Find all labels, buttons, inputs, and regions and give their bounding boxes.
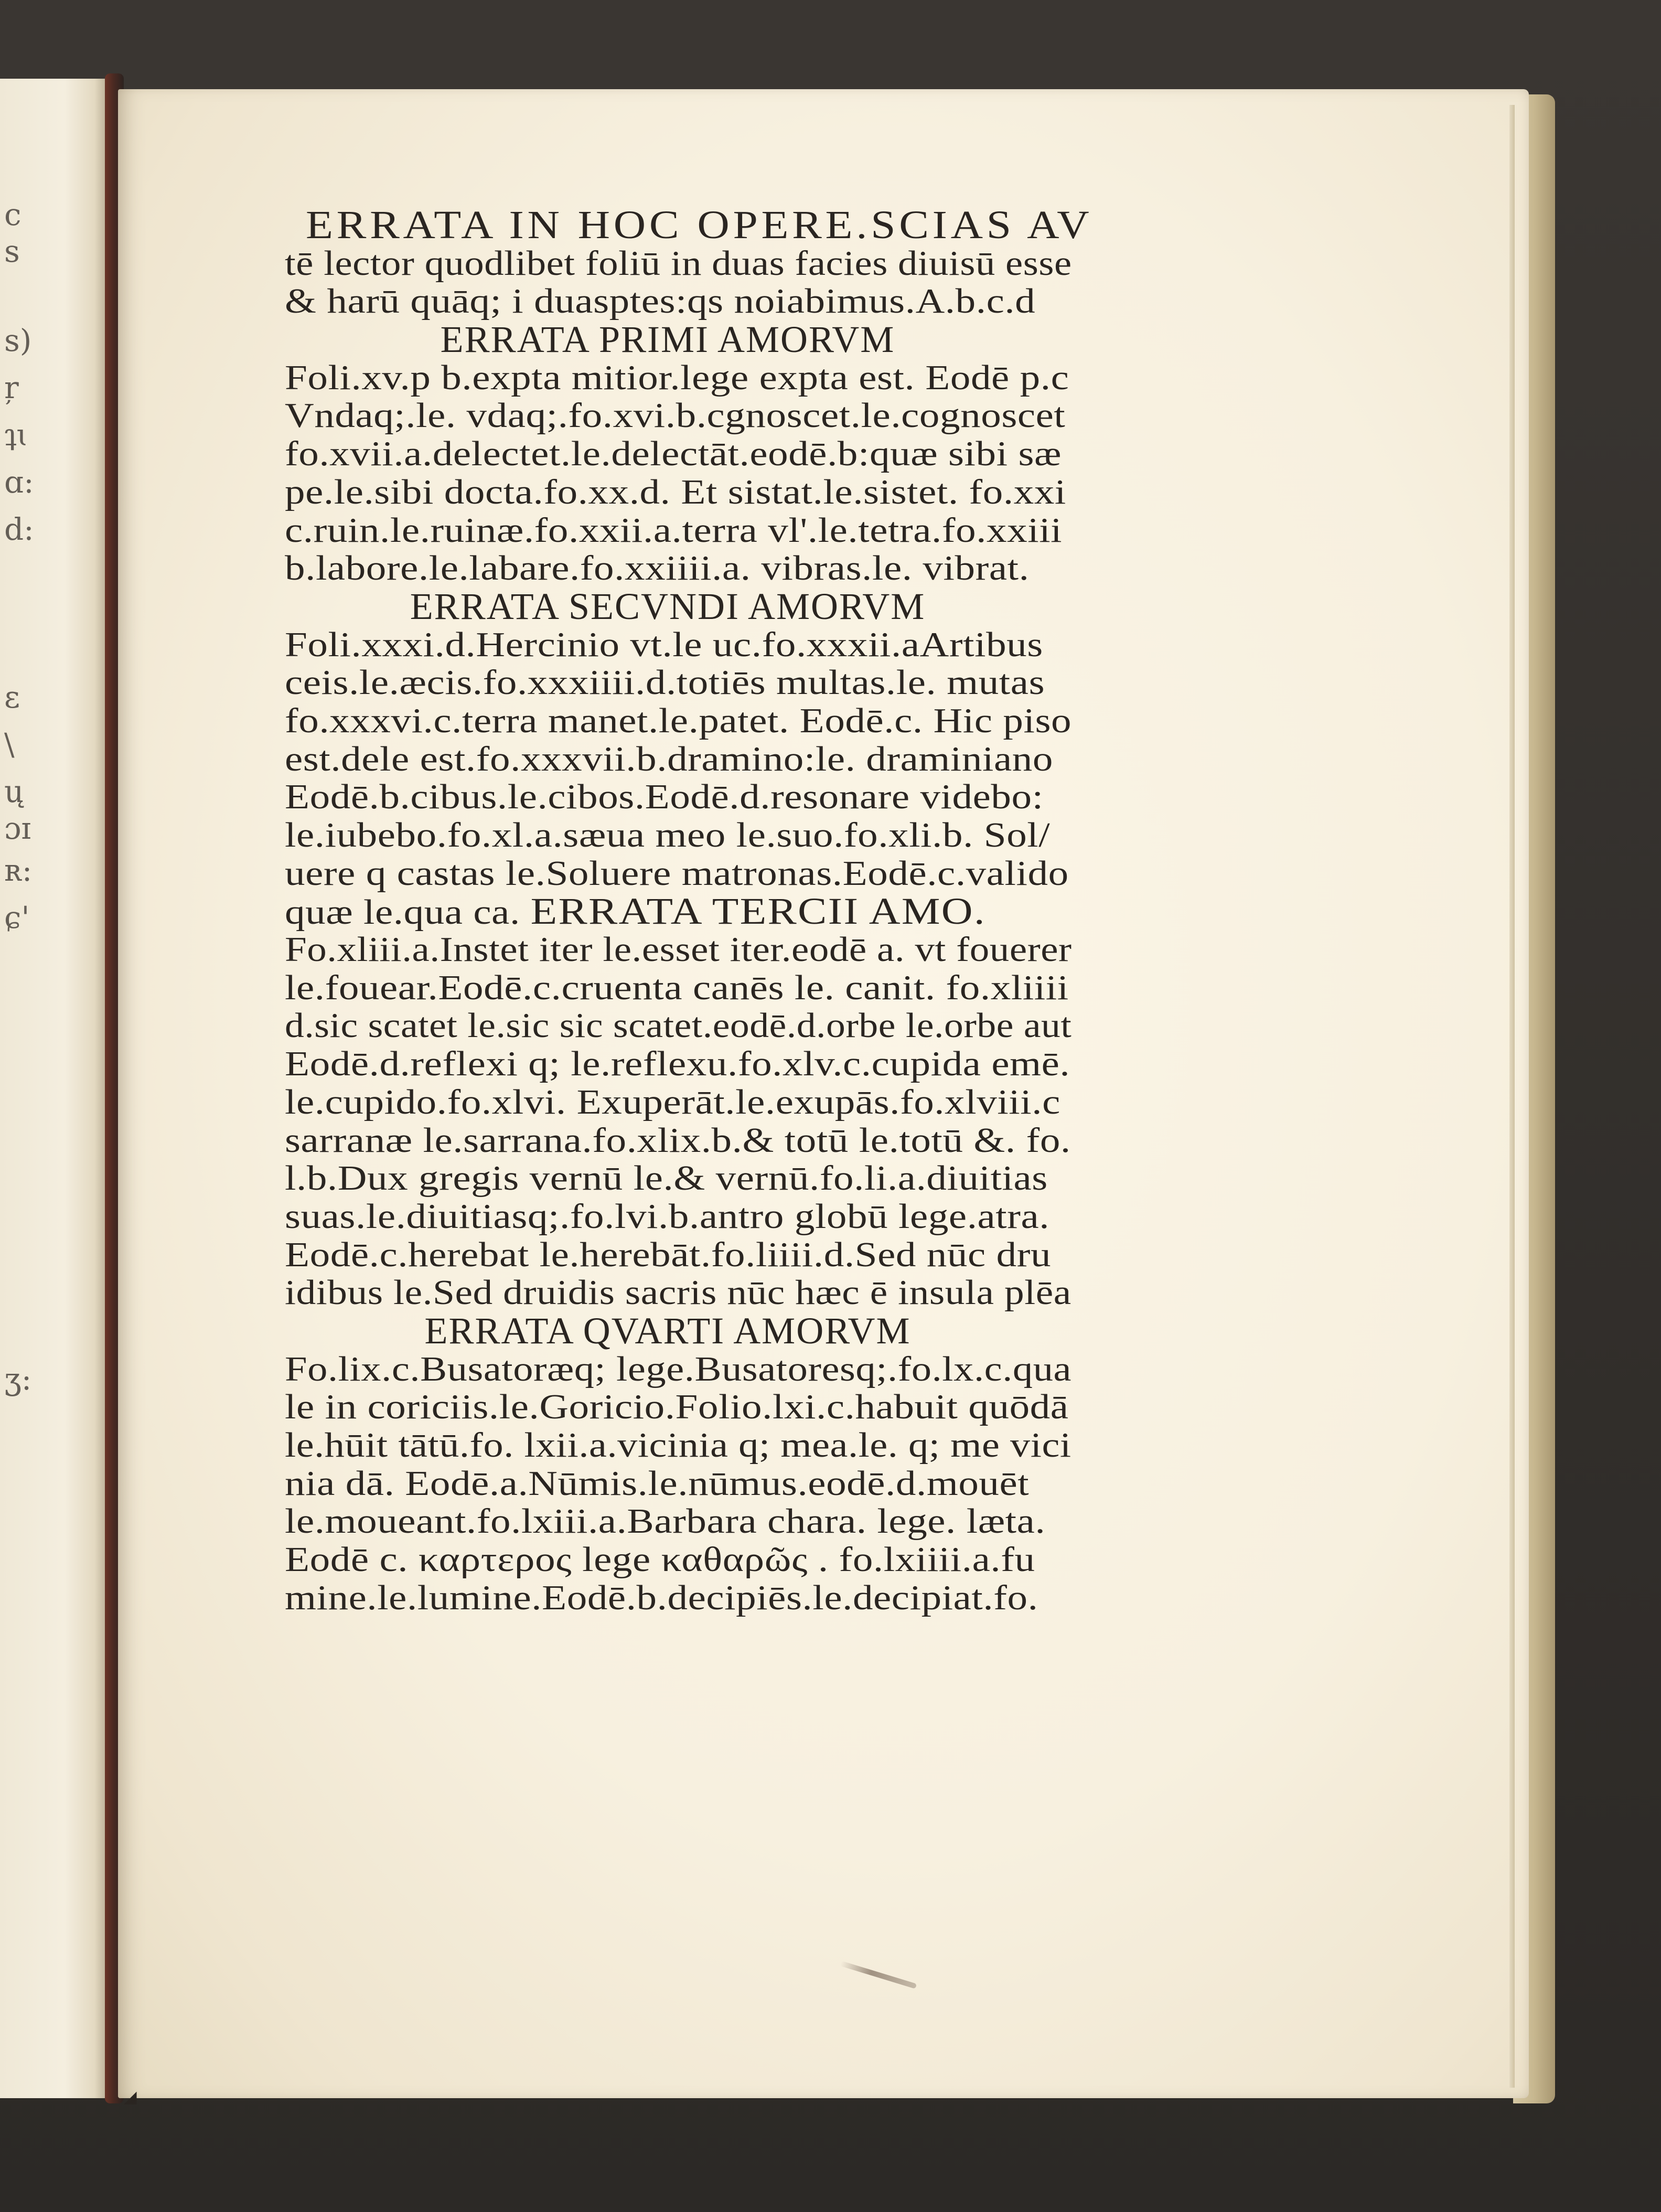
- bleed-glyph: ɑ:: [4, 464, 34, 500]
- errata-line: [285, 1350, 1183, 1388]
- line-text: b.labore.le.labare.fo.xxiiii.a. vibras.le. vibrat.: [285, 549, 1030, 588]
- line-text: fo.xxxvi.c.terra manet.le.patet. Eodē.c. Hic piso: [285, 701, 1072, 740]
- errata-line: [285, 1236, 1190, 1274]
- line-text: ERRATA IN HOC OPERE.SCIAS AV: [306, 203, 1093, 247]
- line-text: le.cupido.fo.xlvi. Exuperāt.le.exupās.fo.xlviii.c: [285, 1082, 1060, 1121]
- errata-line: [285, 1159, 1190, 1198]
- line-text: sarranæ le.sarrana.fo.xlix.b.& totū le.totū &. fo.: [285, 1120, 1071, 1160]
- line-text: ERRATA QVARTI AMORVM: [424, 1309, 911, 1352]
- bleed-glyph: ɛ: [4, 679, 20, 715]
- line-text: mine.le.lumine.Eodē.b.decipiēs.le.decipiat.fo.: [285, 1578, 1038, 1617]
- line-text: le.hūit tātū.fo. lxii.a.vicinia q; mea.le. q; me vici: [285, 1426, 1071, 1465]
- bleed-glyph: ɔɪ: [4, 810, 31, 846]
- line-text: le in coriciis.le.Goricio.Folio.lxi.c.habuit quōdā: [285, 1387, 1069, 1427]
- line-text: d.sic scatet le.sic sic scatet.eodē.d.orbe le.orbe aut: [285, 1006, 1072, 1045]
- bleed-glyph: d:: [4, 511, 34, 547]
- errata-line: [285, 1502, 1190, 1541]
- errata-line: [285, 969, 1190, 1007]
- line-text: Fo.xliii.a.Instet iter le.esset iter.eodē a. vt fouerer: [285, 930, 1072, 969]
- line-text: fo.xvii.a.delectet.le.delectāt.eodē.b:quæ sibi sæ: [285, 434, 1062, 474]
- errata-line: [285, 740, 1190, 778]
- errata-line: [285, 702, 1190, 740]
- errata-line: [285, 549, 1190, 587]
- section-heading: [285, 320, 1071, 359]
- errata-line: [285, 511, 1190, 550]
- line-text: quæ le.qua ca.: [285, 893, 531, 932]
- errata-line: [285, 854, 1190, 893]
- bleed-glyph: ʇɩ: [4, 417, 29, 453]
- bleed-glyph: ŗ: [4, 370, 19, 405]
- line-text: Foli.xv.p b.expta mitior.lege expta est. Eodē p.c: [285, 358, 1069, 397]
- errata-line: [285, 1426, 1180, 1465]
- errata-line: [285, 359, 1190, 397]
- errata-line: [285, 282, 1190, 320]
- errata-line: [285, 1045, 1190, 1083]
- errata-line: [285, 816, 1190, 854]
- bleed-glyph: ʒ:: [4, 1361, 32, 1397]
- errata-line: [285, 244, 1161, 283]
- line-text: Fo.lix.c.Busatoræq; lege.Busatoresq;.fo.lx.c.qua: [285, 1349, 1072, 1388]
- errata-line: [285, 931, 1165, 969]
- errata-line: [285, 1541, 1190, 1579]
- errata-line: [285, 1274, 1170, 1312]
- errata-line: [285, 473, 1190, 511]
- errata-text-block: [285, 203, 1093, 1617]
- line-text: le.moueant.fo.lxiii.a.Barbara chara. lege. læta.: [285, 1502, 1046, 1541]
- section-heading: [285, 1309, 1071, 1352]
- errata-line: [285, 435, 1190, 473]
- line-text: Foli.xxxi.d.Hercinio vt.le uc.fo.xxxii.aArtibus: [285, 625, 1043, 664]
- errata-line: [285, 397, 1190, 435]
- bleed-glyph: s: [4, 233, 20, 269]
- line-text: pe.le.sibi docta.fo.xx.d. Et sistat.le.sistet. fo.xxi: [285, 472, 1066, 511]
- line-text: uere q castas le.Soluere matronas.Eodē.c.valido: [285, 853, 1069, 893]
- line-text: & harū quāq; i duasptes:qs noiabimus.A.b.c.d: [285, 282, 1036, 321]
- errata-line: [285, 1121, 1190, 1160]
- line-text: Eodē.c.herebat le.herebāt.fo.liiii.d.Sed nūc dru: [285, 1235, 1052, 1274]
- bleed-glyph: ų: [4, 774, 24, 809]
- errata-line: [285, 626, 1190, 664]
- corner-mark: ◢: [124, 2087, 137, 2107]
- line-text: Vndaq;.le. vdaq;.fo.xvi.b.cgnoscet.le.cognoscet: [285, 396, 1066, 435]
- line-text: idibus le.Sed druidis sacris nūc hæc ē insula plēa: [285, 1273, 1071, 1312]
- line-text: c.ruin.le.ruinæ.fo.xxii.a.terra vl'.le.tetra.fo.xxiii: [285, 510, 1063, 550]
- errata-line: [285, 1007, 1149, 1045]
- line-text: Eodē.d.reflexi q; le.reflexu.fo.xlv.c.cupida emē.: [285, 1044, 1070, 1084]
- errata-line: [285, 1465, 1190, 1503]
- bleed-glyph: s): [4, 323, 32, 358]
- line-text: ERRATA SECVNDI AMORVM: [410, 585, 926, 627]
- line-text: suas.le.diuitiasq;.fo.lvi.b.antro globū lege.atra.: [285, 1196, 1050, 1236]
- bleed-glyph: \: [4, 726, 15, 762]
- line-text: le.iubebo.fo.xl.a.sæua meo le.suo.fo.xli.b. Sol/: [285, 816, 1051, 854]
- previous-page-edge: [0, 79, 108, 2098]
- title-line: [306, 203, 1163, 247]
- errata-line: [285, 1579, 1190, 1617]
- bleed-glyph: ɕ': [4, 900, 30, 935]
- inline-section-heading: ERRATA TERCII AMO.: [530, 890, 986, 933]
- line-text: est.dele est.fo.xxxvii.b.dramino:le. draminiano: [285, 739, 1053, 778]
- errata-line: [285, 1388, 1190, 1426]
- errata-line: [285, 892, 1190, 931]
- bleed-glyph: ʀ:: [4, 852, 33, 888]
- line-text: le.fouear.Eodē.c.cruenta canēs le. canit. fo.xliiii: [285, 968, 1069, 1007]
- line-text: Eodē c. καρτερος lege καθαρῶς . fo.lxiiii.a.fu: [285, 1540, 1035, 1579]
- line-text: tē lector quodlibet foliū in duas facies diuisū esse: [285, 243, 1072, 283]
- errata-line: [285, 664, 1190, 702]
- errata-line: [285, 1083, 1190, 1121]
- line-text: l.b.Dux gregis vernū le.& vernū.fo.li.a.diuitias: [285, 1159, 1048, 1198]
- errata-line: [285, 778, 1190, 816]
- line-text: ERRATA PRIMI AMORVM: [440, 318, 895, 361]
- errata-line: [285, 1198, 1190, 1236]
- line-text: nia dā. Eodē.a.Nūmis.le.nūmus.eodē.d.mouēt: [285, 1463, 1030, 1503]
- line-text: Eodē.b.cibus.le.cibos.Eodē.d.resonare videbo:: [285, 777, 1044, 817]
- page-fold-edge: [1509, 105, 1515, 2088]
- bleed-glyph: c: [4, 197, 22, 232]
- line-text: ceis.le.æcis.fo.xxxiiii.d.totiēs multas.le. mutas: [285, 663, 1045, 702]
- section-heading: [285, 587, 1071, 626]
